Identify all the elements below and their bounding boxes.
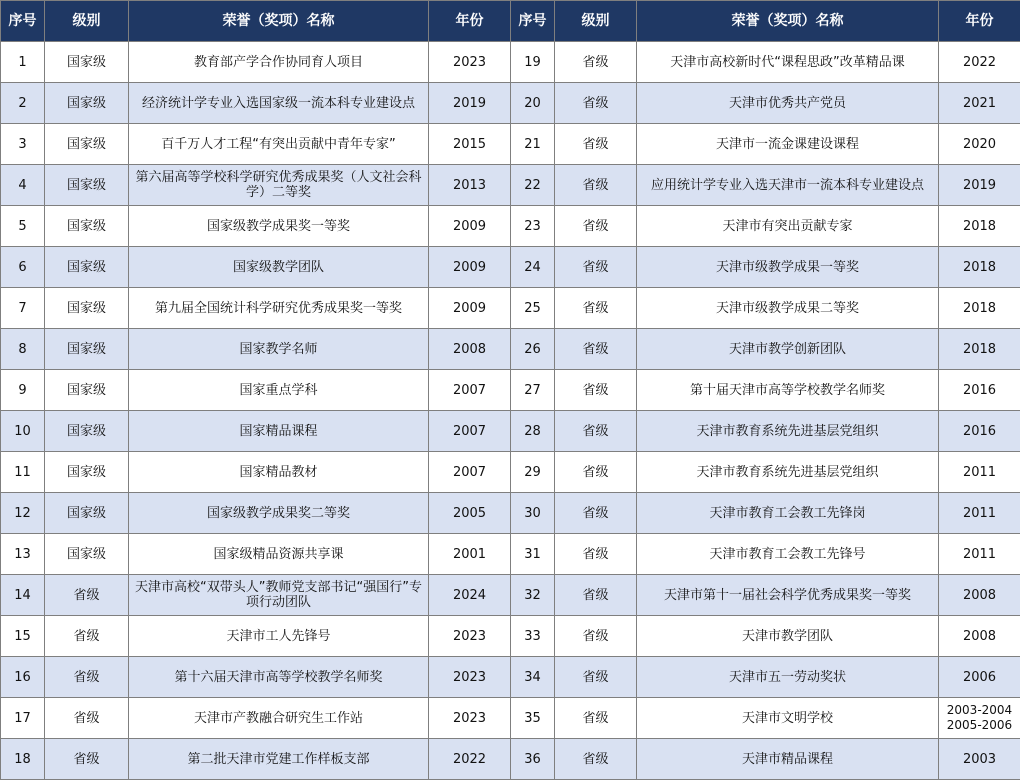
- left-name-cell: 国家精品课程: [129, 411, 429, 452]
- right-year-cell: 2008: [939, 616, 1020, 657]
- left-year-cell: 2009: [429, 288, 511, 329]
- right-seq-cell: 31: [511, 534, 555, 575]
- left-year-cell: 2015: [429, 124, 511, 165]
- right-level-cell: 省级: [555, 534, 637, 575]
- right-level-cell: 省级: [555, 493, 637, 534]
- left-level-cell: 国家级: [45, 534, 129, 575]
- left-level-cell: 国家级: [45, 42, 129, 83]
- left-seq-cell: 18: [1, 739, 45, 780]
- left-year-cell: 2005: [429, 493, 511, 534]
- left-seq-cell: 11: [1, 452, 45, 493]
- left-name-cell: 第二批天津市党建工作样板支部: [129, 739, 429, 780]
- left-seq-cell: 14: [1, 575, 45, 616]
- right-level-cell: 省级: [555, 739, 637, 780]
- left-seq-cell: 2: [1, 83, 45, 124]
- left-seq-cell: 13: [1, 534, 45, 575]
- right-level-cell: 省级: [555, 411, 637, 452]
- left-name-cell: 国家级教学团队: [129, 247, 429, 288]
- table-row: [1, 493, 1020, 534]
- right-year-cell: 2011: [939, 452, 1020, 493]
- table-row: [1, 452, 1020, 493]
- left-seq-cell: 1: [1, 42, 45, 83]
- header-row: [1, 1, 1020, 42]
- left-name-cell: 百千万人才工程“有突出贡献中青年专家”: [129, 124, 429, 165]
- table-row: [1, 42, 1020, 83]
- right-year-cell: 2011: [939, 493, 1020, 534]
- right-name-cell: 天津市教学团队: [637, 616, 939, 657]
- left-level-cell: 国家级: [45, 247, 129, 288]
- right-name-cell: 天津市教育系统先进基层党组织: [637, 452, 939, 493]
- left-year-cell: 2024: [429, 575, 511, 616]
- left-year-cell: 2007: [429, 411, 511, 452]
- right-name-cell: 天津市有突出贡献专家: [637, 206, 939, 247]
- right-level-cell: 省级: [555, 698, 637, 739]
- left-seq-cell: 3: [1, 124, 45, 165]
- table-row: [1, 124, 1020, 165]
- left-year-cell: 2009: [429, 206, 511, 247]
- table-row: [1, 657, 1020, 698]
- left-year-cell: 2007: [429, 370, 511, 411]
- right-year-cell: 2011: [939, 534, 1020, 575]
- left-year-cell: 2019: [429, 83, 511, 124]
- right-year-cell: 2016: [939, 370, 1020, 411]
- left-name-cell: 经济统计学专业入选国家级一流本科专业建设点: [129, 83, 429, 124]
- right-name-cell: 天津市级教学成果二等奖: [637, 288, 939, 329]
- right-seq-cell: 24: [511, 247, 555, 288]
- right-level-cell: 省级: [555, 165, 637, 206]
- right-level-cell: 省级: [555, 83, 637, 124]
- left-seq-cell: 4: [1, 165, 45, 206]
- right-name-cell: 天津市一流金课建设课程: [637, 124, 939, 165]
- left-name-cell: 国家级教学成果奖二等奖: [129, 493, 429, 534]
- header-level: 级别: [555, 1, 637, 42]
- right-year-cell: 2003: [939, 739, 1020, 780]
- left-name-cell: 国家级教学成果奖一等奖: [129, 206, 429, 247]
- left-name-cell: 国家级精品资源共享课: [129, 534, 429, 575]
- right-year-cell: 2008: [939, 575, 1020, 616]
- left-seq-cell: 5: [1, 206, 45, 247]
- table-row: [1, 575, 1020, 616]
- right-name-cell: 应用统计学专业入选天津市一流本科专业建设点: [637, 165, 939, 206]
- left-level-cell: 国家级: [45, 493, 129, 534]
- right-level-cell: 省级: [555, 329, 637, 370]
- left-year-cell: 2023: [429, 698, 511, 739]
- left-level-cell: 国家级: [45, 124, 129, 165]
- right-level-cell: 省级: [555, 657, 637, 698]
- left-year-cell: 2001: [429, 534, 511, 575]
- table-row: [1, 534, 1020, 575]
- right-level-cell: 省级: [555, 370, 637, 411]
- left-level-cell: 省级: [45, 657, 129, 698]
- left-seq-cell: 17: [1, 698, 45, 739]
- right-name-cell: 天津市五一劳动奖状: [637, 657, 939, 698]
- left-name-cell: 国家教学名师: [129, 329, 429, 370]
- left-name-cell: 教育部产学合作协同育人项目: [129, 42, 429, 83]
- left-year-cell: 2022: [429, 739, 511, 780]
- left-level-cell: 国家级: [45, 83, 129, 124]
- left-seq-cell: 10: [1, 411, 45, 452]
- left-seq-cell: 16: [1, 657, 45, 698]
- right-year-cell: 2018: [939, 288, 1020, 329]
- right-seq-cell: 32: [511, 575, 555, 616]
- right-seq-cell: 27: [511, 370, 555, 411]
- header-seq: 序号: [1, 1, 45, 42]
- right-seq-cell: 29: [511, 452, 555, 493]
- right-level-cell: 省级: [555, 288, 637, 329]
- header-year: 年份: [939, 1, 1020, 42]
- right-level-cell: 省级: [555, 206, 637, 247]
- header-seq: 序号: [511, 1, 555, 42]
- right-seq-cell: 19: [511, 42, 555, 83]
- table-row: [1, 165, 1020, 206]
- left-level-cell: 国家级: [45, 370, 129, 411]
- left-name-cell: 国家重点学科: [129, 370, 429, 411]
- left-level-cell: 国家级: [45, 206, 129, 247]
- right-name-cell: 天津市级教学成果一等奖: [637, 247, 939, 288]
- right-name-cell: 天津市第十一届社会科学优秀成果奖一等奖: [637, 575, 939, 616]
- left-level-cell: 国家级: [45, 452, 129, 493]
- right-seq-cell: 20: [511, 83, 555, 124]
- left-name-cell: 国家精品教材: [129, 452, 429, 493]
- header-name: 荣誉（奖项）名称: [129, 1, 429, 42]
- right-name-cell: 天津市教育系统先进基层党组织: [637, 411, 939, 452]
- table-row: [1, 370, 1020, 411]
- right-level-cell: 省级: [555, 247, 637, 288]
- left-year-cell: 2013: [429, 165, 511, 206]
- table-row: [1, 206, 1020, 247]
- right-name-cell: 天津市精品课程: [637, 739, 939, 780]
- right-level-cell: 省级: [555, 42, 637, 83]
- header-name: 荣誉（奖项）名称: [637, 1, 939, 42]
- right-year-cell: 2019: [939, 165, 1020, 206]
- right-name-cell: 天津市教育工会教工先锋岗: [637, 493, 939, 534]
- left-seq-cell: 7: [1, 288, 45, 329]
- right-name-cell: 天津市教育工会教工先锋号: [637, 534, 939, 575]
- right-name-cell: 第十届天津市高等学校教学名师奖: [637, 370, 939, 411]
- left-year-cell: 2023: [429, 657, 511, 698]
- left-name-cell: 第十六届天津市高等学校教学名师奖: [129, 657, 429, 698]
- left-year-cell: 2008: [429, 329, 511, 370]
- right-seq-cell: 23: [511, 206, 555, 247]
- right-seq-cell: 35: [511, 698, 555, 739]
- right-name-cell: 天津市优秀共产党员: [637, 83, 939, 124]
- header-year: 年份: [429, 1, 511, 42]
- header-level: 级别: [45, 1, 129, 42]
- left-seq-cell: 6: [1, 247, 45, 288]
- left-year-cell: 2007: [429, 452, 511, 493]
- left-name-cell: 第六届高等学校科学研究优秀成果奖（人文社会科学）二等奖: [129, 165, 429, 206]
- table-row: [1, 83, 1020, 124]
- left-seq-cell: 15: [1, 616, 45, 657]
- left-name-cell: 天津市工人先锋号: [129, 616, 429, 657]
- table-row: [1, 247, 1020, 288]
- table-row: [1, 616, 1020, 657]
- right-level-cell: 省级: [555, 452, 637, 493]
- left-seq-cell: 12: [1, 493, 45, 534]
- table-body: [1, 42, 1020, 780]
- left-name-cell: 第九届全国统计科学研究优秀成果奖一等奖: [129, 288, 429, 329]
- right-year-cell: 2022: [939, 42, 1020, 83]
- right-year-cell: 2016: [939, 411, 1020, 452]
- right-name-cell: 天津市高校新时代“课程思政”改革精品课: [637, 42, 939, 83]
- right-seq-cell: 28: [511, 411, 555, 452]
- right-seq-cell: 30: [511, 493, 555, 534]
- table-row: [1, 698, 1020, 739]
- right-seq-cell: 33: [511, 616, 555, 657]
- left-name-cell: 天津市产教融合研究生工作站: [129, 698, 429, 739]
- right-year-cell: 2018: [939, 329, 1020, 370]
- left-year-cell: 2009: [429, 247, 511, 288]
- left-year-cell: 2023: [429, 42, 511, 83]
- right-year-cell: 2018: [939, 206, 1020, 247]
- right-seq-cell: 34: [511, 657, 555, 698]
- table-row: [1, 411, 1020, 452]
- right-name-cell: 天津市教学创新团队: [637, 329, 939, 370]
- table-row: [1, 288, 1020, 329]
- right-seq-cell: 36: [511, 739, 555, 780]
- left-seq-cell: 9: [1, 370, 45, 411]
- right-level-cell: 省级: [555, 124, 637, 165]
- right-level-cell: 省级: [555, 575, 637, 616]
- table-row: [1, 739, 1020, 780]
- left-level-cell: 省级: [45, 739, 129, 780]
- right-level-cell: 省级: [555, 616, 637, 657]
- right-name-cell: 天津市文明学校: [637, 698, 939, 739]
- left-level-cell: 省级: [45, 698, 129, 739]
- right-seq-cell: 22: [511, 165, 555, 206]
- right-year-cell: 2020: [939, 124, 1020, 165]
- left-level-cell: 国家级: [45, 165, 129, 206]
- left-level-cell: 国家级: [45, 288, 129, 329]
- left-name-cell: 天津市高校“双带头人”教师党支部书记“强国行”专项行动团队: [129, 575, 429, 616]
- right-seq-cell: 21: [511, 124, 555, 165]
- right-seq-cell: 26: [511, 329, 555, 370]
- left-level-cell: 省级: [45, 575, 129, 616]
- left-seq-cell: 8: [1, 329, 45, 370]
- right-seq-cell: 25: [511, 288, 555, 329]
- right-year-cell: 2021: [939, 83, 1020, 124]
- left-level-cell: 国家级: [45, 329, 129, 370]
- right-year-cell: 2018: [939, 247, 1020, 288]
- left-year-cell: 2023: [429, 616, 511, 657]
- left-level-cell: 省级: [45, 616, 129, 657]
- right-year-cell: 2006: [939, 657, 1020, 698]
- table-row: [1, 329, 1020, 370]
- right-year-cell: 2003-2004 2005-2006: [939, 698, 1020, 739]
- left-level-cell: 国家级: [45, 411, 129, 452]
